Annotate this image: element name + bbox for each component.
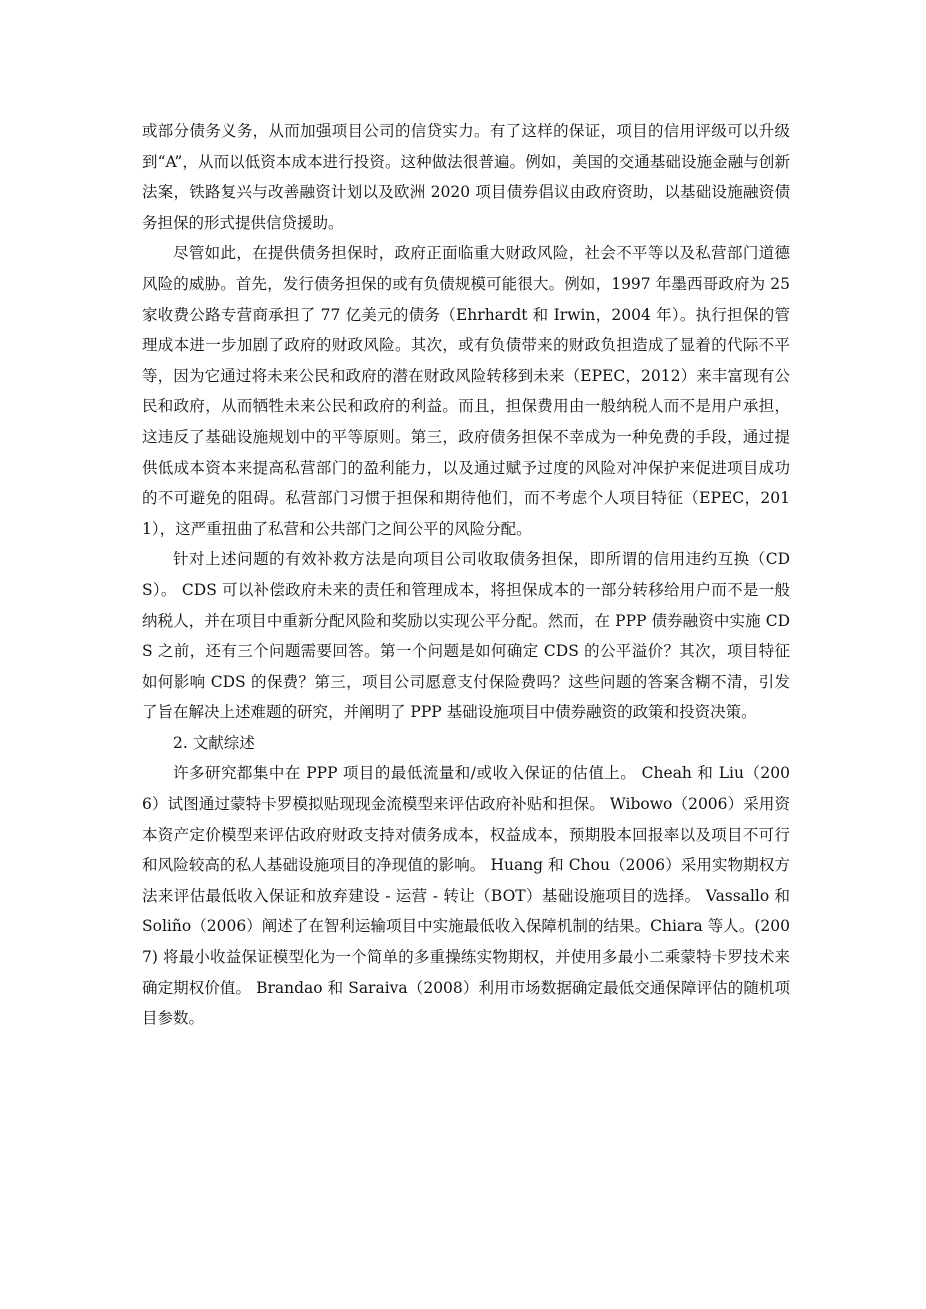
paragraph-literature: 许多研究都集中在 PPP 项目的最低流量和/或收入保证的估值上。 Cheah 和 Liu（2006）试图通过蒙特卡罗模拟贴现现金流模型来评估政府补贴和担保。 Wibowo（2006）采用资本资产定价模型来评估政府财政支持对债务成本，权益成本，预期股本回报率以及项目不可行和风险较高的私人基础设施项目的净现值的影响。 Huang 和 Chou（2006）采用实物期权方法来评估最低收入保证和放弃建设 - 运营 - 转让（BOT）基础设施项目的选择。 Vassallo 和 Soliño（2006）阐述了在智利运输项目中实施最低收入保障机制的结果。Chiara 等人。(2007) 将最小收益保证模型化为一个简单的多重操练实物期权，并使用多最小二乘蒙特卡罗技术来确定期权价值。 Brandao 和 Saraiva（2008）利用市场数据确定最低交通保障评估的随机项目参数。 xyxy=(142,764,790,1028)
paragraph-cds-remedy: 针对上述问题的有效补救方法是向项目公司收取债务担保，即所谓的信用违约互换（CDS）。 CDS 可以补偿政府未来的责任和管理成本，将担保成本的一部分转移给用户而不是一般纳税人，并在项目中重新分配风险和奖励以实现公平分配。然而，在 PPP 债券融资中实施 CDS 之前，还有三个问题需要回答。第一个问题是如何确定 CDS 的公平溢价？其次，项目特征如何影响 CDS 的保费？第三，项目公司愿意支付保险费吗？这些问题的答案含糊不清，引发了旨在解决上述难题的研究，并阐明了 PPP 基础设施项目中债券融资的政策和投资决策。 xyxy=(142,550,790,722)
section-heading-literature-review: 2. 文献综述 xyxy=(173,733,255,752)
paragraph-continuation: 或部分债务义务，从而加强项目公司的信贷实力。有了这样的保证，项目的信用评级可以升级到“A”，从而以低资本成本进行投资。这种做法很普遍。例如，美国的交通基础设施金融与创新法案，铁路复兴与改善融资计划以及欧洲 2020 项目债券倡议由政府资助，以基础设施融资债务担保的形式提供信贷援助。 xyxy=(142,122,790,232)
paragraph-fiscal-risks: 尽管如此，在提供债务担保时，政府正面临重大财政风险，社会不平等以及私营部门道德风险的威胁。首先，发行债务担保的或有负债规模可能很大。例如，1997 年墨西哥政府为 25 家收费公路专营商承担了 77 亿美元的债务（Ehrhardt 和 Irwin，2004 年）。执行担保的管理成本进一步加剧了政府的财政风险。其次，或有负债带来的财政负担造成了显着的代际不平等，因为它通过将未来公民和政府的潜在财政风险转移到未来（EPEC，2012）来丰富现有公民和政府，从而牺牲未来公民和政府的利益。而且，担保费用由一般纳税人而不是用户承担，这违反了基础设施规划中的平等原则。第三，政府债务担保不幸成为一种免费的手段，通过提供低成本资本来提高私营部门的盈利能力，以及通过赋予过度的风险对冲保护来促进项目成功的不可避免的阻碍。私营部门习惯于担保和期待他们，而不考虑个人项目特征（EPEC，2011），这严重扭曲了私营和公共部门之间公平的风险分配。 xyxy=(142,244,790,538)
document-page xyxy=(142,116,790,1034)
